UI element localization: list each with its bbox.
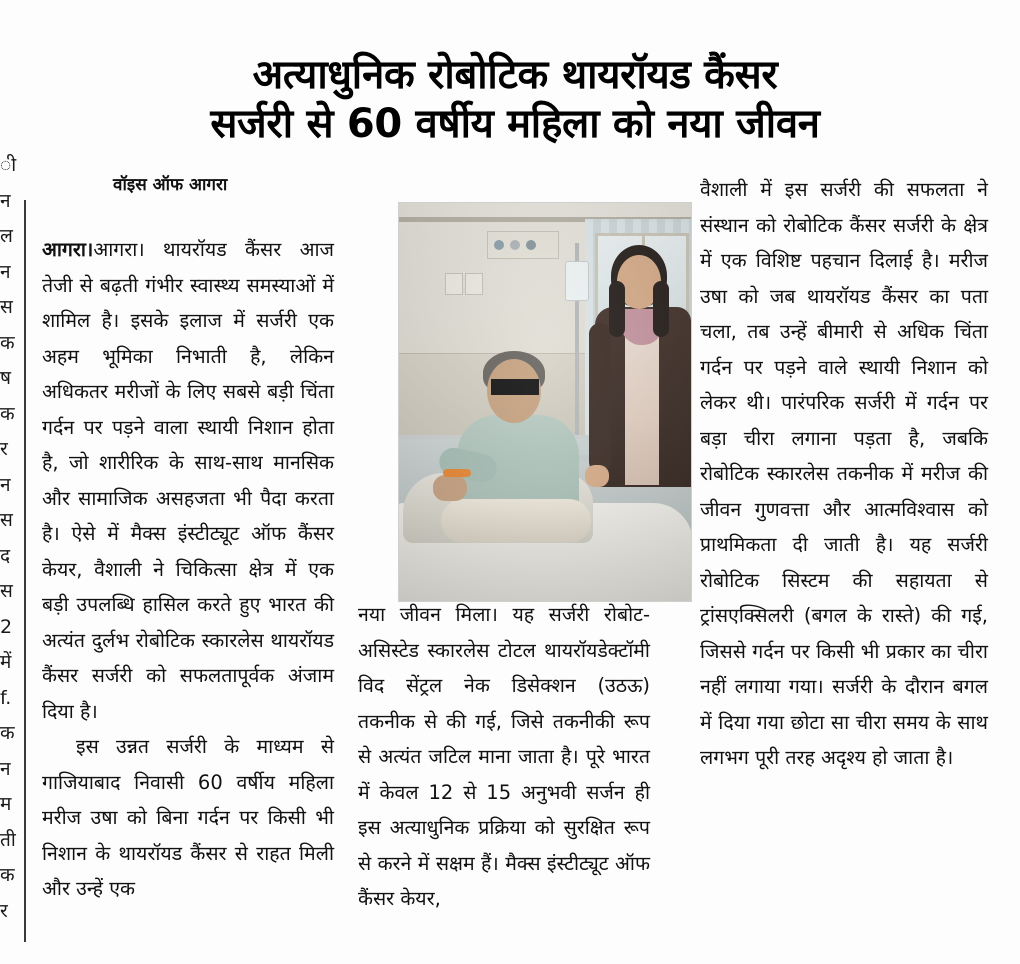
sliver-char: न (0, 260, 11, 283)
column-divider-rule (24, 200, 26, 942)
sliver-char: न (0, 473, 11, 496)
sliver-char: म (0, 793, 12, 815)
adjacent-column-sliver (0, 148, 18, 948)
sliver-char: ल (0, 225, 13, 247)
sliver-char: द (0, 544, 11, 567)
sliver-char: 2 (0, 615, 13, 638)
paragraph: इस उन्नत सर्जरी के माध्यम से गाजियाबाद निवासी 60 वर्षीय महिला मरीज उषा को बिना गर्दन पर किसी भी निशान के थायरॉयड कैंसर से राहत मिली और उन्हें एक (42, 735, 334, 900)
sliver-char: स (0, 580, 13, 602)
byline: वॉइस ऑफ आगरा (113, 175, 228, 195)
sliver-char: क (0, 722, 15, 744)
article-column-2 (358, 597, 650, 945)
paragraph: नया जीवन मिला। यह सर्जरी रोबोट-असिस्टेड स्कारलेस टोटल थायरॉयडेक्टॉमी विद सेंट्रल नेक डिसेक्शन (उठऊ) तकनीक से की गई, जिसे तकनीकी रूप से अत्यंत जटिल माना जाता है। पूरे भारत में केवल 12 से 15 अनुभवी सर्जन ही इस अत्याधुनिक प्रक्रिया को सुरक्षित रूप से करने में सक्षम हैं। मैक्स इंस्टीट्यूट ऑफ कैंसर केयर, (358, 603, 650, 910)
sliver-char: में (0, 651, 12, 673)
dateline: आगरा। (42, 238, 94, 261)
sliver-char: स (0, 296, 13, 318)
sliver-char: र (0, 438, 8, 460)
sliver-char: र (0, 899, 8, 922)
photo-vignette (399, 203, 691, 601)
photo-illustration (399, 203, 691, 601)
sliver-char: ती (0, 828, 16, 851)
headline-line-1: अत्याधुनिक रोबोटिक थायरॉयड कैंसर (252, 51, 778, 98)
sliver-char: क (0, 402, 15, 425)
article-photo (398, 202, 692, 602)
paragraph (42, 232, 334, 729)
sliver-char: स (0, 509, 13, 531)
sliver-char: f. (0, 686, 12, 709)
sliver-char: न (0, 189, 11, 212)
paragraph: वैशाली में इस सर्जरी की सफलता ने संस्थान को रोबोटिक कैंसर सर्जरी के क्षेत्र में एक विशिष्ट पहचान दिलाई है। मरीज उषा को जब थायरॉयड कैंसर का पता चला, तब उन्हें बीमारी से अधिक चिंता गर्दन पर पड़ने वाले स्थायी निशान को लेकर थी। पारंपरिक सर्जरी में गर्दन पर बड़ा चीरा लगाना पड़ता है, जबकि रोबोटिक स्कारलेस तकनीक में मरीज की जीवन गुणवत्ता और आत्मविश्वास को प्राथमिकता दी जाती है। यह सर्जरी रोबोटिक सिस्टम की सहायता से ट्रांसएक्सिलरी (बगल के रास्ते) की गई, जिससे गर्दन पर किसी भी प्रकार का चीरा नहीं लगाया गया। सर्जरी के दौरान बगल में दिया गया छोटा सा चीरा समय के साथ लगभग पूरी तरह अदृश्य हो जाता है। (700, 178, 988, 769)
sliver-char: क (0, 331, 15, 354)
article-column-3 (700, 172, 988, 944)
sliver-char: ष (0, 367, 11, 389)
headline-line-2: सर्जरी से 60 वर्षीय महिला को नया जीवन (210, 100, 820, 147)
article-column-1 (42, 232, 334, 944)
sliver-char: ी (0, 154, 17, 176)
page-title (40, 51, 990, 149)
sliver-char: क (0, 864, 15, 886)
sliver-char: न (0, 757, 11, 780)
paragraph-text: आगरा। थायरॉयड कैंसर आज तेजी से बढ़ती गंभीर स्वास्थ्य समस्याओं में शामिल है। इसके इलाज में सर्जरी एक अहम भूमिका निभाती है, लेकिन अधिकतर मरीजों के लिए सबसे बड़ी चिंता गर्दन पर पड़ने वाला स्थायी निशान होता है, जो शारीरिक के साथ-साथ मानसिक और सामाजिक असहजता भी पैदा करता है। ऐसे में मैक्स इंस्टीट्यूट ऑफ कैंसर केयर, वैशाली ने चिकित्सा क्षेत्र में एक बड़ी उपलब्धि हासिल करते हुए भारत की अत्यंत दुर्लभ रोबोटिक स्कारलेस थायरॉयड कैंसर सर्जरी को सफलतापूर्वक अंजाम दिया है। (42, 238, 334, 723)
